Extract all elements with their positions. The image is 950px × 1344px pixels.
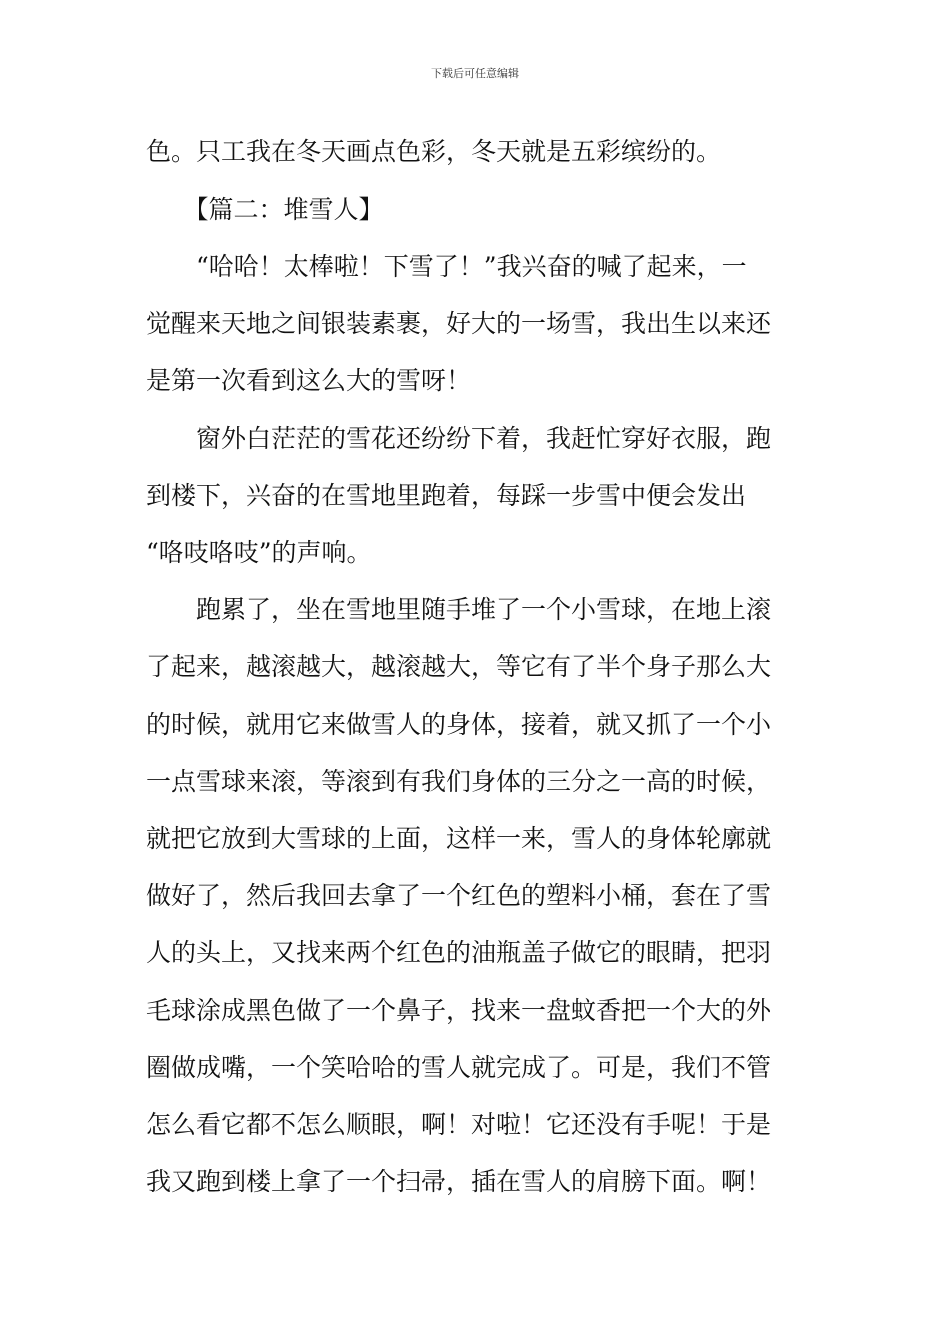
text-line: 做好了，然后我回去拿了一个红色的塑料小桶，套在了雪 bbox=[146, 881, 772, 910]
text-line: 就把它放到大雪球的上面，这样一来，雪人的身体轮廓就 bbox=[146, 824, 772, 853]
text-line: 窗外白茫茫的雪花还纷纷下着，我赶忙穿好衣服，跑 bbox=[146, 424, 772, 453]
text-line: 了起来，越滚越大，越滚越大，等它有了半个身子那么大 bbox=[146, 652, 772, 681]
text-line: 一点雪球来滚，等滚到有我们身体的三分之一高的时候， bbox=[146, 767, 772, 796]
text-line: 觉醒来天地之间银装素裹，好大的一场雪，我出生以来还 bbox=[146, 309, 772, 338]
text-line: 怎么看它都不怎么顺眼，啊！对啦！它还没有手呢！于是 bbox=[146, 1110, 772, 1139]
page-header: 下载后可任意编辑 bbox=[431, 67, 519, 80]
text-line: 的时候，就用它来做雪人的身体，接着，就又抓了一个小 bbox=[146, 710, 772, 739]
text-line: 圈做成嘴，一个笑哈哈的雪人就完成了。可是，我们不管 bbox=[146, 1053, 772, 1082]
text-line: 是第一次看到这么大的雪呀！ bbox=[146, 366, 472, 395]
text-line: “咯吱咯吱”的声响。 bbox=[146, 538, 372, 567]
text-line: 我又跑到楼上拿了一个扫帚，插在雪人的肩膀下面。啊！ bbox=[146, 1167, 772, 1196]
section-heading: 【篇二：堆雪人】 bbox=[146, 195, 384, 224]
text-line: 跑累了，坐在雪地里随手堆了一个小雪球，在地上滚 bbox=[146, 595, 772, 624]
text-line: “哈哈！太棒啦！下雪了！”我兴奋的喊了起来，一 bbox=[146, 252, 747, 281]
text-line: 到楼下，兴奋的在雪地里跑着，每踩一步雪中便会发出 bbox=[146, 481, 747, 510]
text-line: 毛球涂成黑色做了一个鼻子，找来一盘蚊香把一个大的外 bbox=[146, 996, 772, 1025]
text-line: 人的头上，又找来两个红色的油瓶盖子做它的眼睛，把羽 bbox=[146, 938, 772, 967]
text-line: 色。只工我在冬天画点色彩，冬天就是五彩缤纷的。 bbox=[146, 137, 722, 166]
